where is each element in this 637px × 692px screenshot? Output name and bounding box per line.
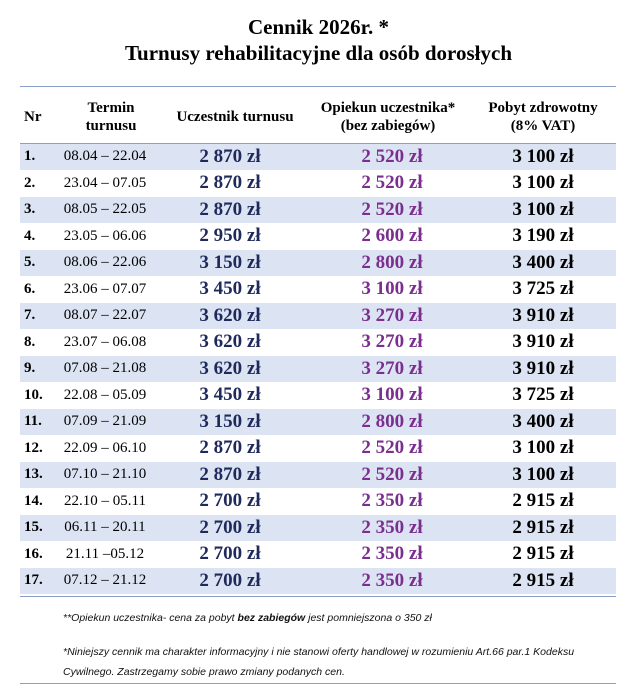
note-caregiver-bold: bez zabiegów [237,612,306,624]
cell-opiekun-price: 2 520 zł [306,197,470,224]
table-row [20,515,616,542]
cell-pobyt-price: 3 100 zł [470,435,616,462]
cell-uczestnik-price: 3 620 zł [164,303,306,330]
cell-uczestnik-price: 2 870 zł [164,170,306,197]
header-termin-line-2: turnusu [85,117,137,134]
table-row [20,541,616,568]
cell-pobyt-price: 3 100 zł [470,462,616,489]
cell-nr: 17. [20,568,58,595]
cell-pobyt-price: 3 910 zł [470,356,616,383]
cell-uczestnik-price: 2 700 zł [164,515,306,542]
cell-opiekun-price: 2 350 zł [306,488,470,515]
cell-pobyt-price: 3 400 zł [470,409,616,436]
cell-opiekun-price: 3 100 zł [306,382,470,409]
cell-uczestnik-price: 3 620 zł [164,356,306,383]
title-line-1: Cennik 2026r. * [247,15,389,39]
cell-opiekun-price: 2 520 zł [306,462,470,489]
cell-nr: 16. [20,541,58,568]
cell-opiekun-price: 3 270 zł [306,356,470,383]
table-row [20,223,616,250]
note-caregiver [63,608,623,628]
cell-termin: 21.11 –05.12 [58,541,164,568]
cell-opiekun-price: 2 520 zł [306,170,470,197]
cell-uczestnik-price: 2 870 zł [164,144,306,171]
table-row [20,462,616,489]
cell-nr: 10. [20,382,58,409]
table-row [20,170,616,197]
cell-nr: 7. [20,303,58,330]
cell-termin: 08.07 – 22.07 [58,303,164,330]
cell-uczestnik-price: 2 870 zł [164,197,306,224]
note-disclaimer: *Niniejszy cennik ma charakter informacyjny i nie stanowi oferty handlowej w rozumieniu Art.66 par.1 Kodeksu Cywilnego. Zastrzegamy sobie prawo zmiany podanych cen. [63,646,575,678]
cell-uczestnik-price: 2 700 zł [164,488,306,515]
table-row [20,276,616,303]
cell-nr: 12. [20,435,58,462]
cell-pobyt-price: 3 725 zł [470,382,616,409]
cell-pobyt-price: 2 915 zł [470,568,616,595]
cell-nr: 1. [20,144,58,171]
cell-termin: 07.12 – 21.12 [58,568,164,595]
cell-termin: 07.08 – 21.08 [58,356,164,383]
cell-opiekun-price: 2 350 zł [306,568,470,595]
table-body [20,144,616,595]
header-pobyt [470,90,616,144]
cell-uczestnik-price: 3 150 zł [164,250,306,277]
header-termin [58,90,164,144]
cell-pobyt-price: 3 100 zł [470,197,616,224]
cell-uczestnik-price: 3 620 zł [164,329,306,356]
cell-termin: 07.10 – 21.10 [58,462,164,489]
header-termin-line-1: Termin [87,99,135,116]
table-row [20,303,616,330]
header-pobyt-line-1: Pobyt zdrowotny [488,99,598,116]
page-title [0,14,637,66]
table-row [20,197,616,224]
cell-uczestnik-price: 2 700 zł [164,541,306,568]
header-opiekun-line-1: Opiekun uczestnika* [320,99,456,116]
cell-opiekun-price: 2 800 zł [306,409,470,436]
bottom-divider [20,683,616,684]
cell-nr: 11. [20,409,58,436]
cell-opiekun-price: 3 100 zł [306,276,470,303]
cell-termin: 22.09 – 06.10 [58,435,164,462]
header-opiekun-line-2: (bez zabiegów) [340,117,436,134]
cell-nr: 2. [20,170,58,197]
cell-pobyt-price: 3 190 zł [470,223,616,250]
cell-nr: 9. [20,356,58,383]
table-row [20,568,616,595]
cell-termin: 23.06 – 07.07 [58,276,164,303]
cell-nr: 8. [20,329,58,356]
cell-termin: 23.07 – 06.08 [58,329,164,356]
note-caregiver-suffix: jest pomniejszona o 350 zł [305,612,432,624]
cell-nr: 4. [20,223,58,250]
table-row [20,144,616,171]
cell-uczestnik-price: 2 700 zł [164,568,306,595]
note-caregiver-prefix: **Opiekun uczestnika- cena za pobyt [63,612,238,624]
cell-uczestnik-price: 3 150 zł [164,409,306,436]
cell-opiekun-price: 2 600 zł [306,223,470,250]
table-row [20,382,616,409]
cell-pobyt-price: 3 725 zł [470,276,616,303]
cell-nr: 14. [20,488,58,515]
price-table [20,90,616,595]
title-line-2: Turnusy rehabilitacyjne dla osób dorosłych [124,41,513,65]
header-nr: Nr [20,90,58,144]
cell-opiekun-price: 2 520 zł [306,435,470,462]
top-divider [20,86,616,87]
notes-divider [20,596,616,597]
cell-termin: 08.05 – 22.05 [58,197,164,224]
cell-termin: 08.06 – 22.06 [58,250,164,277]
cell-opiekun-price: 2 350 zł [306,515,470,542]
table-row [20,435,616,462]
cell-pobyt-price: 3 910 zł [470,329,616,356]
table-header-row [20,90,616,144]
cell-uczestnik-price: 2 870 zł [164,462,306,489]
cell-opiekun-price: 2 350 zł [306,541,470,568]
cell-nr: 15. [20,515,58,542]
cell-nr: 13. [20,462,58,489]
cell-termin: 08.04 – 22.04 [58,144,164,171]
cell-pobyt-price: 2 915 zł [470,541,616,568]
cell-nr: 6. [20,276,58,303]
cell-opiekun-price: 3 270 zł [306,303,470,330]
cell-uczestnik-price: 2 870 zł [164,435,306,462]
cell-termin: 07.09 – 21.09 [58,409,164,436]
header-pobyt-line-2: (8% VAT) [510,117,576,134]
cell-termin: 06.11 – 20.11 [58,515,164,542]
cell-pobyt-price: 2 915 zł [470,515,616,542]
cell-uczestnik-price: 3 450 zł [164,382,306,409]
cell-opiekun-price: 3 270 zł [306,329,470,356]
table-row [20,356,616,383]
cell-termin: 22.10 – 05.11 [58,488,164,515]
table-row [20,409,616,436]
table-row [20,250,616,277]
cell-termin: 23.05 – 06.06 [58,223,164,250]
table-row [20,488,616,515]
cell-nr: 3. [20,197,58,224]
header-uczestnik: Uczestnik turnusu [164,90,306,144]
cell-uczestnik-price: 2 950 zł [164,223,306,250]
cell-pobyt-price: 3 910 zł [470,303,616,330]
cell-opiekun-price: 2 520 zł [306,144,470,171]
cell-nr: 5. [20,250,58,277]
cell-pobyt-price: 2 915 zł [470,488,616,515]
cell-uczestnik-price: 3 450 zł [164,276,306,303]
table-row [20,329,616,356]
cell-termin: 22.08 – 05.09 [58,382,164,409]
cell-opiekun-price: 2 800 zł [306,250,470,277]
header-opiekun [306,90,470,144]
cell-termin: 23.04 – 07.05 [58,170,164,197]
cell-pobyt-price: 3 400 zł [470,250,616,277]
cell-pobyt-price: 3 100 zł [470,144,616,171]
cell-pobyt-price: 3 100 zł [470,170,616,197]
